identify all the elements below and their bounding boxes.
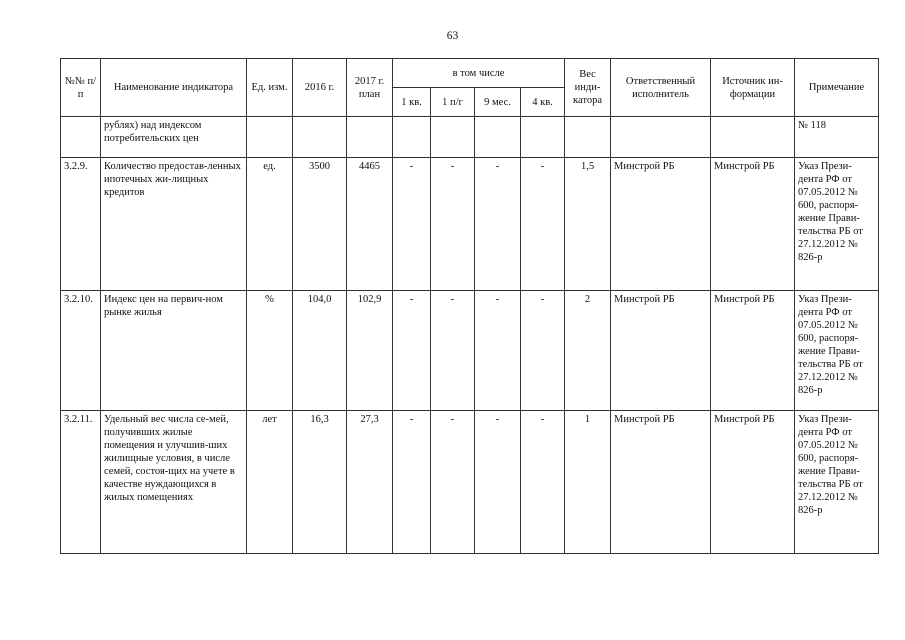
header-responsible: Ответственный исполнитель	[611, 59, 711, 117]
cell-responsible: Минстрой РБ	[611, 291, 711, 411]
cell-note: Указ Прези-дента РФ от 07.05.2012 № 600, распоря-жение Прави-тельства РБ от 27.12.2012 № 826-р	[795, 411, 879, 554]
header-2017-plan: 2017 г. план	[347, 59, 393, 117]
cell-num: 3.2.10.	[61, 291, 101, 411]
cell-name: Удельный вес числа се-мей, получивших жилые помещения и улучшив-ших жилищные условия, в числе семей, состоя-щих на учете в качестве нуждающихся в жилых помещениях	[101, 411, 247, 554]
header-2016: 2016 г.	[293, 59, 347, 117]
cell-q4: -	[521, 411, 565, 554]
cell-unit	[247, 117, 293, 158]
cell-source: Минстрой РБ	[711, 411, 795, 554]
cell-q1: -	[393, 411, 431, 554]
cell-9m: -	[475, 158, 521, 291]
cell-source	[711, 117, 795, 158]
cell-2017	[347, 117, 393, 158]
cell-q4: -	[521, 291, 565, 411]
cell-weight: 2	[565, 291, 611, 411]
cell-weight: 1	[565, 411, 611, 554]
cell-2016: 104,0	[293, 291, 347, 411]
cell-source: Минстрой РБ	[711, 158, 795, 291]
cell-h1: -	[431, 158, 475, 291]
cell-2017: 4465	[347, 158, 393, 291]
cell-num: 3.2.9.	[61, 158, 101, 291]
header-num: №№ п/п	[61, 59, 101, 117]
cell-note: № 118	[795, 117, 879, 158]
header-unit: Ед. изм.	[247, 59, 293, 117]
header-9m: 9 мес.	[475, 88, 521, 117]
indicators-table	[60, 58, 879, 554]
cell-responsible: Минстрой РБ	[611, 411, 711, 554]
header-name: Наименование индикатора	[101, 59, 247, 117]
cell-q1	[393, 117, 431, 158]
table-row	[61, 291, 879, 411]
cell-2016	[293, 117, 347, 158]
continuation-row	[61, 117, 879, 158]
table-row	[61, 411, 879, 554]
header-weight: Вес инди-катора	[565, 59, 611, 117]
cell-h1: -	[431, 411, 475, 554]
cell-q1: -	[393, 158, 431, 291]
cell-responsible	[611, 117, 711, 158]
cell-num: 3.2.11.	[61, 411, 101, 554]
cell-2016: 3500	[293, 158, 347, 291]
cell-2016: 16,3	[293, 411, 347, 554]
cell-q1: -	[393, 291, 431, 411]
cell-unit: ед.	[247, 158, 293, 291]
header-note: Примечание	[795, 59, 879, 117]
cell-name: Количество предостав-ленных ипотечных жи-лищных кредитов	[101, 158, 247, 291]
cell-2017: 102,9	[347, 291, 393, 411]
cell-name: Индекс цен на первич-ном рынке жилья	[101, 291, 247, 411]
header-row	[61, 59, 879, 88]
cell-9m: -	[475, 411, 521, 554]
cell-note: Указ Прези-дента РФ от 07.05.2012 № 600, распоря-жение Прави-тельства РБ от 27.12.2012 № 826-р	[795, 291, 879, 411]
cell-q4	[521, 117, 565, 158]
cell-2017: 27,3	[347, 411, 393, 554]
header-q1: 1 кв.	[393, 88, 431, 117]
cell-name: рублях) над индексом потребительских цен	[101, 117, 247, 158]
header-source: Источник ин-формации	[711, 59, 795, 117]
cell-weight	[565, 117, 611, 158]
cell-unit: %	[247, 291, 293, 411]
page-number: 63	[446, 30, 459, 42]
cell-q4: -	[521, 158, 565, 291]
cell-h1	[431, 117, 475, 158]
cell-9m	[475, 117, 521, 158]
cell-h1: -	[431, 291, 475, 411]
header-h1: 1 п/г	[431, 88, 475, 117]
cell-responsible: Минстрой РБ	[611, 158, 711, 291]
table-row	[61, 158, 879, 291]
cell-9m: -	[475, 291, 521, 411]
cell-num	[61, 117, 101, 158]
cell-note: Указ Прези-дента РФ от 07.05.2012 № 600, распоря-жение Прави-тельства РБ от 27.12.2012 № 826-р	[795, 158, 879, 291]
cell-weight: 1,5	[565, 158, 611, 291]
cell-unit: лет	[247, 411, 293, 554]
header-q4: 4 кв.	[521, 88, 565, 117]
cell-source: Минстрой РБ	[711, 291, 795, 411]
header-including: в том числе	[393, 59, 565, 88]
